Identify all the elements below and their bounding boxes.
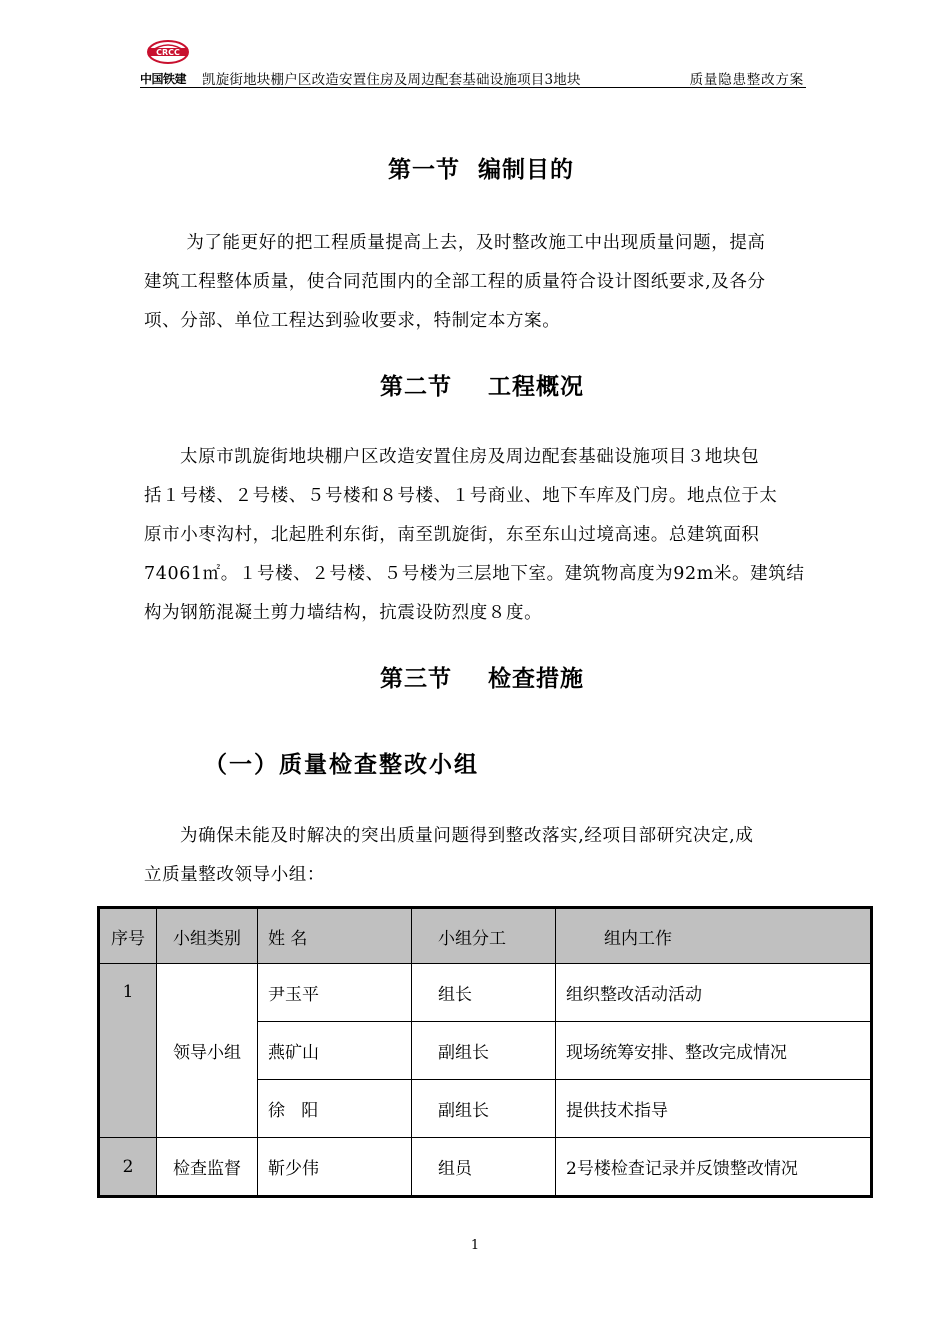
header-seq: 序号 bbox=[99, 908, 157, 964]
group1-seq: 1 bbox=[99, 964, 157, 1138]
member-name: 燕矿山 bbox=[258, 1022, 412, 1080]
section1-line: 项、分部、单位工程达到验收要求，特制定本方案。 bbox=[144, 311, 561, 331]
section2-line: 括１号楼、２号楼、５号楼和８号楼、１号商业、地下车库及门房。地点位于太 bbox=[144, 486, 778, 506]
header-name: 姓 名 bbox=[258, 908, 412, 964]
header-work: 组内工作 bbox=[556, 908, 872, 964]
member-work: 2号楼检查记录并反馈整改情况 bbox=[556, 1138, 872, 1197]
section1-line: 建筑工程整体质量，使合同范围内的全部工程的质量符合设计图纸要求,及各分 bbox=[144, 272, 766, 292]
subsection1-line: 立质量整改领导小组： bbox=[144, 865, 325, 885]
page-header bbox=[140, 38, 806, 88]
section2-line: 74061㎡。１号楼、２号楼、５号楼为三层地下室。建筑物高度为92m米。建筑结 bbox=[144, 564, 805, 584]
table-row bbox=[99, 1138, 872, 1197]
member-name: 靳少伟 bbox=[258, 1138, 412, 1197]
section1-heading: 第一节 编制目的 bbox=[388, 157, 575, 183]
table-row bbox=[99, 964, 872, 1022]
section2-line: 原市小枣沟村，北起胜利东街，南至凯旋街，东至东山过境高速。总建筑面积 bbox=[144, 525, 760, 545]
member-role: 副组长 bbox=[412, 1080, 556, 1138]
member-role: 副组长 bbox=[412, 1022, 556, 1080]
section2-heading: 第二节 工程概况 bbox=[380, 374, 585, 400]
section3-heading: 第三节 检查措施 bbox=[380, 666, 585, 692]
group1-category: 领导小组 bbox=[157, 964, 258, 1138]
section2-line: 构为钢筋混凝土剪力墙结构，抗震设防烈度８度。 bbox=[144, 603, 543, 623]
quality-team-table bbox=[97, 906, 873, 1198]
header-category: 小组类别 bbox=[157, 908, 258, 964]
member-work: 提供技术指导 bbox=[556, 1080, 872, 1138]
subsection1-line: 为确保未能及时解决的突出质量问题得到整改落实,经项目部研究决定,成 bbox=[180, 826, 754, 846]
logo-text: 中国铁建 bbox=[140, 72, 187, 86]
section1-line: 为了能更好的把工程质量提高上去，及时整改施工中出现质量问题，提高 bbox=[174, 233, 766, 253]
section2-line: 太原市凯旋街地块棚户区改造安置住房及周边配套基础设施项目３地块包 bbox=[180, 447, 760, 467]
member-name: 尹玉平 bbox=[258, 964, 412, 1022]
page-number: 1 bbox=[470, 1238, 480, 1253]
header-project-title: 凯旋街地块棚户区改造安置住房及周边配套基础设施项目3地块 bbox=[202, 72, 581, 88]
header-rule bbox=[140, 87, 806, 88]
member-role: 组长 bbox=[412, 964, 556, 1022]
header-doc-type: 质量隐患整改方案 bbox=[689, 72, 804, 88]
svg-text:CRCC: CRCC bbox=[156, 48, 180, 57]
member-name: 徐 阳 bbox=[258, 1080, 412, 1138]
table-header-row bbox=[99, 908, 872, 964]
member-work: 现场统筹安排、整改完成情况 bbox=[556, 1022, 872, 1080]
member-role: 组员 bbox=[412, 1138, 556, 1197]
member-work: 组织整改活动活动 bbox=[556, 964, 872, 1022]
subsection1-heading: （一）质量检查整改小组 bbox=[204, 752, 479, 778]
group2-seq: 2 bbox=[99, 1138, 157, 1197]
header-division: 小组分工 bbox=[412, 908, 556, 964]
group2-category: 检查监督 bbox=[157, 1138, 258, 1197]
